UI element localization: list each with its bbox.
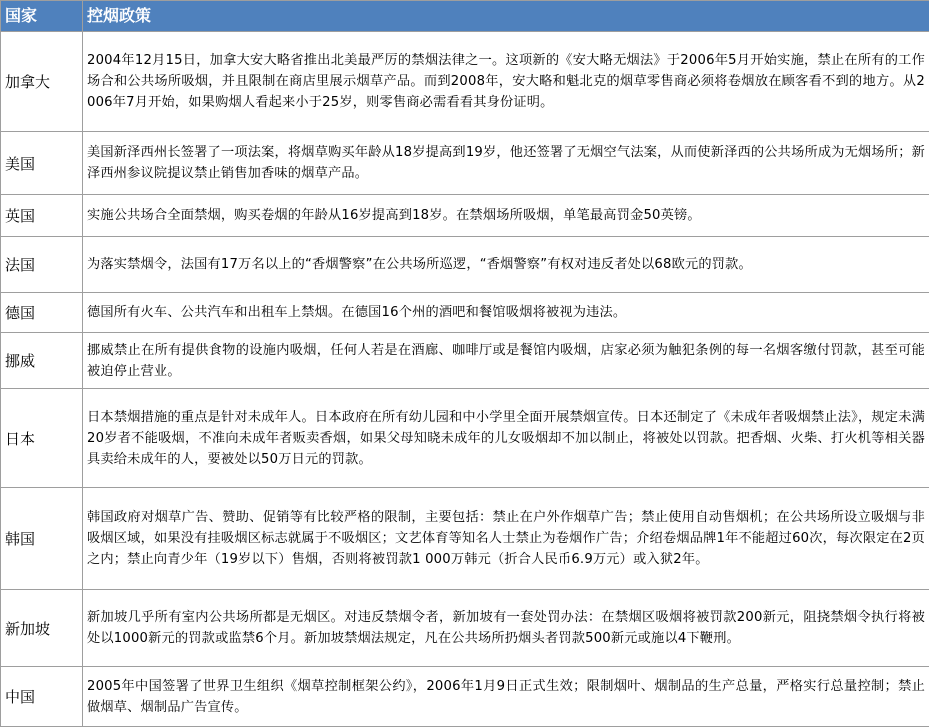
- table-row-uk: [1, 195, 929, 237]
- policy-cell: 美国新泽西州长签署了一项法案，将烟草购买年龄从18岁提高到19岁，他还签署了无烟空气法案，从而使新泽西的公共场所成为无烟场所；新泽西州参议院提议禁止销售加香味的烟草产品。: [83, 132, 929, 195]
- table-row-china: [1, 667, 929, 727]
- country-cell: 日本: [1, 389, 83, 488]
- policy-cell: 韩国政府对烟草广告、赞助、促销等有比较严格的限制，主要包括：禁止在户外作烟草广告；禁止使用自动售烟机；在公共场所设立吸烟与非吸烟区域，如果没有挂吸烟区标志就属于不吸烟区；文艺体育等知名人士禁止为卷烟作广告；介绍卷烟品牌1年不能超过60次，每次限定在2页之内；禁止向青少年（19岁以下）售烟，否则将被罚款1 000万韩元（折合人民币6.9万元）或入狱2年。: [83, 488, 929, 590]
- policy-column-header: 控烟政策: [83, 1, 929, 32]
- policy-cell: 日本禁烟措施的重点是针对未成年人。日本政府在所有幼儿园和中小学里全面开展禁烟宣传。日本还制定了《未成年者吸烟禁止法》，规定未满20岁者不能吸烟，不准向未成年者贩卖香烟，如果父母知晓未成年的儿女吸烟却不加以制止，将被处以罚款。把香烟、火柴、打火机等相关器具卖给未成年的人，要被处以50万日元的罚款。: [83, 389, 929, 488]
- country-cell: 挪威: [1, 333, 83, 389]
- policy-cell: 2005年中国签署了世界卫生组织《烟草控制框架公约》，2006年1月9日正式生效；限制烟叶、烟制品的生产总量，严格实行总量控制；禁止做烟草、烟制品广告宣传。: [83, 667, 929, 727]
- table-row-germany: [1, 293, 929, 333]
- table-header-row: [1, 1, 929, 32]
- country-cell: 法国: [1, 237, 83, 293]
- country-cell: 加拿大: [1, 32, 83, 132]
- country-cell: 英国: [1, 195, 83, 237]
- country-cell: 美国: [1, 132, 83, 195]
- policy-cell: 挪威禁止在所有提供食物的设施内吸烟，任何人若是在酒廊、咖啡厅或是餐馆内吸烟，店家必须为触犯条例的每一名烟客缴付罚款，甚至可能被迫停止营业。: [83, 333, 929, 389]
- country-cell: 新加坡: [1, 590, 83, 667]
- policy-cell: 新加坡几乎所有室内公共场所都是无烟区。对违反禁烟令者，新加坡有一套处罚办法：在禁烟区吸烟将被罚款200新元，阻挠禁烟令执行将被处以1000新元的罚款或监禁6个月。新加坡禁烟法规定，凡在公共场所扔烟头者罚款500新元或施以4下鞭刑。: [83, 590, 929, 667]
- table-row-usa: [1, 132, 929, 195]
- table-row-france: [1, 237, 929, 293]
- table-row-norway: [1, 333, 929, 389]
- policy-cell: 实施公共场合全面禁烟，购买卷烟的年龄从16岁提高到18岁。在禁烟场所吸烟，单笔最高罚金50英镑。: [83, 195, 929, 237]
- country-cell: 韩国: [1, 488, 83, 590]
- country-cell: 德国: [1, 293, 83, 333]
- table-row-japan: [1, 389, 929, 488]
- table-row-korea: [1, 488, 929, 590]
- table-row-canada: [1, 32, 929, 132]
- policy-cell: 德国所有火车、公共汽车和出租车上禁烟。在德国16个州的酒吧和餐馆吸烟将被视为违法。: [83, 293, 929, 333]
- policy-cell: 2004年12月15日，加拿大安大略省推出北美最严厉的禁烟法律之一。这项新的《安大略无烟法》于2006年5月开始实施，禁止在所有的工作场合和公共场所吸烟，并且限制在商店里展示烟草产品。而到2008年，安大略和魁北克的烟草零售商必须将卷烟放在顾客看不到的地方。从2006年7月开始，如果购烟人看起来小于25岁，则零售商必需看看其身份证明。: [83, 32, 929, 132]
- table-row-singapore: [1, 590, 929, 667]
- country-cell: 中国: [1, 667, 83, 727]
- country-column-header: 国家: [1, 1, 83, 32]
- policy-cell: 为落实禁烟令，法国有17万名以上的“香烟警察”在公共场所巡逻，“香烟警察”有权对违反者处以68欧元的罚款。: [83, 237, 929, 293]
